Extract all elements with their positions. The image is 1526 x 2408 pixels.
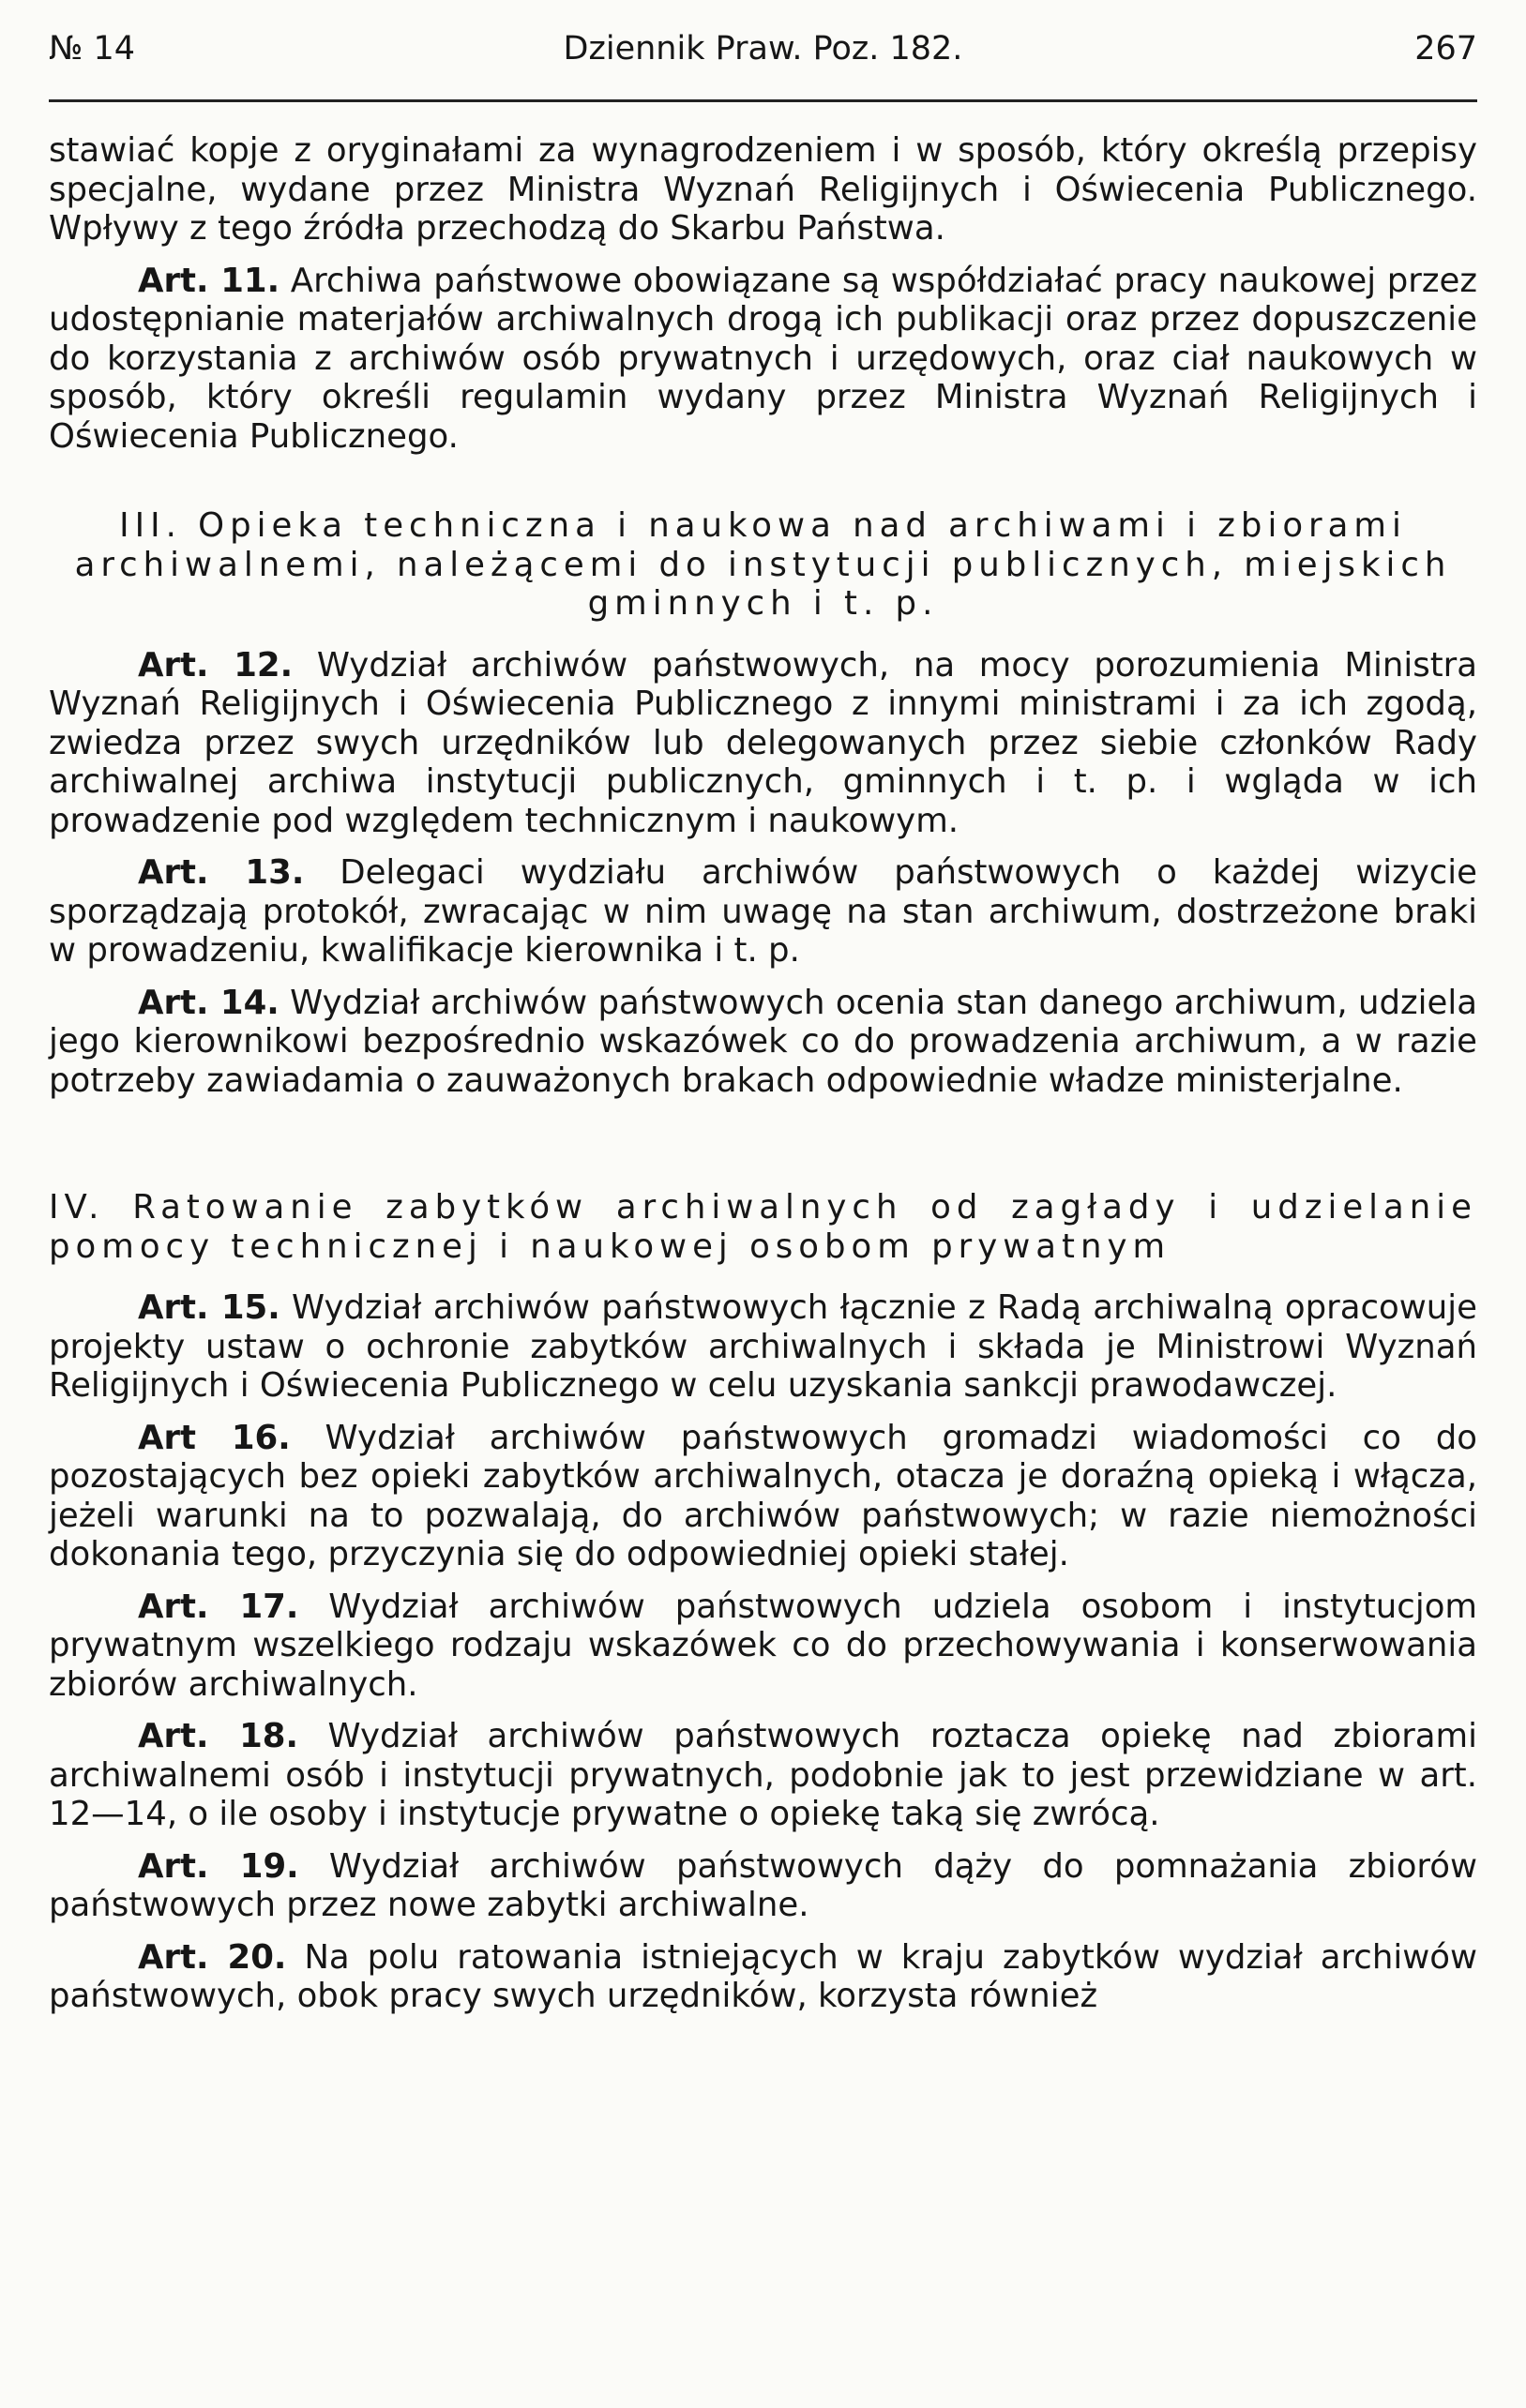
article-19 <box>49 1847 1477 1925</box>
article-text: Delegaci wydziału archiwów państwowych o każdej wizycie sporządzają protokół, zwracając w nim uwagę na stan archiwum, dostrzeżone braki w prowadzeniu, kwalifikacje kierownika i t. p. <box>49 853 1477 970</box>
article-13 <box>49 853 1477 971</box>
section-heading-4: IV. Ratowanie zabytków archiwalnych od zagłady i udzielanie pomocy technicznej i naukowej osobom prywatnym <box>49 1188 1477 1266</box>
article-label: Art. 12. <box>138 645 294 685</box>
article-17 <box>49 1588 1477 1705</box>
article-text: Wydział archiwów państwowych udziela osobom i instytucjom prywatnym wszelkiego rodzaju wskazówek co do przechowywania i konserwowania zbiorów archiwalnych. <box>49 1587 1477 1704</box>
article-label: Art. 14. <box>138 983 280 1022</box>
article-20 <box>49 1938 1477 2016</box>
article-text: Wydział archiwów państwowych łącznie z Radą archiwalną opracowuje projekty ustaw o ochronie zabytków archiwalnych i składa je Ministrowi Wyznań Religijnych i Oświecenia Publicznego w celu uzyskania sankcji prawodawczej. <box>49 1288 1477 1405</box>
journal-title: Dziennik Praw. Poz. 182. <box>563 30 963 68</box>
article-text: Wydział archiwów państwowych ocenia stan danego archiwum, udziela jego kierownikowi bezpośrednio wskazówek co do prowadzenia archiwum, a w razie potrzeby zawiadamia o zauważonych brakach odpowiednie władze ministerjalne. <box>49 983 1477 1100</box>
document-body <box>49 131 1477 2016</box>
article-text: Wydział archiwów państwowych, na mocy porozumienia Ministra Wyznań Religijnych i Oświecenia Publicznego z innymi ministrami i za ich zgodą, zwiedza przez swych urzędników lub delegowanych przez siebie członków Rady archiwalnej archiwa instytucji publicznych, gminnych i t. p. i wgląda w ich prowadzenie pod względem technicznym i naukowym. <box>49 645 1477 840</box>
article-label: Art. 18. <box>138 1717 298 1755</box>
article-label: Art. 11. <box>138 261 280 300</box>
article-label: Art. 15. <box>138 1288 280 1327</box>
article-15 <box>49 1288 1477 1406</box>
spacer <box>49 1100 1477 1137</box>
article-text: Wydział archiwów państwowych dąży do pomnażania zbiorów państwowych przez nowe zabytki archiwalne. <box>49 1846 1477 1924</box>
header-rule <box>49 99 1477 102</box>
article-label: Art 16. <box>138 1418 291 1457</box>
article-14 <box>49 984 1477 1101</box>
article-text: Na polu ratowania istniejących w kraju zabytków wydział archiwów państwowych, obok pracy swych urzędników, korzysta również <box>49 1937 1477 2015</box>
article-text: Archiwa państwowe obowiązane są współdziałać pracy naukowej przez udostępnianie materjałów archiwalnych drogą ich publikacji oraz przez dopuszczenie do korzystania z archiwów osób prywatnych i urzędowych, oraz ciał naukowych w sposób, który określi regulamin wydany przez Ministra Wyznań Religijnych i Oświecenia Publicznego. <box>49 261 1477 456</box>
article-11 <box>49 262 1477 457</box>
article-label: Art. 13. <box>138 853 305 892</box>
article-16 <box>49 1419 1477 1574</box>
article-text: Wydział archiwów państwowych roztacza opiekę nad zbiorami archiwalnemi osób i instytucji prywatnych, podobnie jak to jest przewidziane w art. 12—14, o ile osoby i instytucje prywatne o opiekę taką się zwrócą. <box>49 1717 1477 1833</box>
article-text: Wydział archiwów państwowych gromadzi wiadomości co do pozostających bez opieki zabytków archiwalnych, otacza je doraźną opieką i włącza, jeżeli warunki na to pozwalają, do archiwów państwowych; w razie niemożności dokonania tego, przyczynia się do odpowiedniej opieki stałej. <box>49 1418 1477 1573</box>
section-heading-3: III. Opieka techniczna i naukowa nad archiwami i zbiorami archiwalnemi, należącemi do instytucji publicznych, miejskich gminnych i t. p. <box>74 506 1452 623</box>
intro-paragraph: stawiać kopje z oryginałami za wynagrodzeniem i w sposób, który określą przepisy specjalne, wydane przez Ministra Wyznań Religijnych i Oświecenia Publicznego. Wpływy z tego źródła przechodzą do Skarbu Państwa. <box>49 131 1477 248</box>
article-12 <box>49 646 1477 841</box>
page-number: 267 <box>1414 30 1477 68</box>
page-header <box>49 21 1477 77</box>
article-label: Art. 19. <box>138 1846 299 1886</box>
issue-number: № 14 <box>49 30 136 68</box>
article-label: Art. 17. <box>138 1587 299 1626</box>
article-label: Art. 20. <box>138 1937 287 1977</box>
article-18 <box>49 1717 1477 1834</box>
